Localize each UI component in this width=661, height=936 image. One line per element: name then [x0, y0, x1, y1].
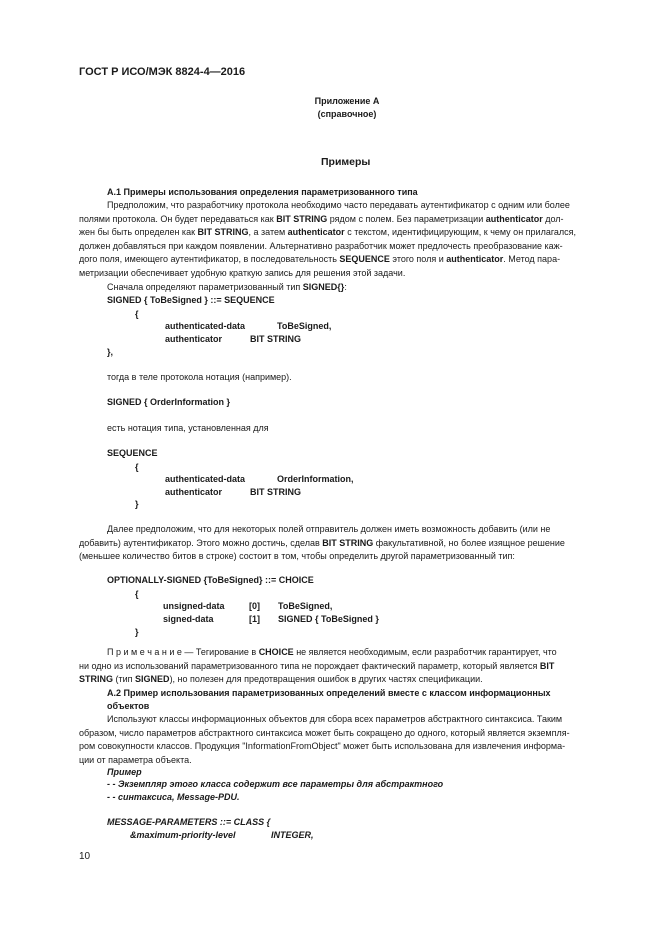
- para-line: ции от параметра объекта.: [79, 754, 192, 765]
- section-title: Примеры: [321, 156, 371, 168]
- code-brace: {: [135, 462, 139, 472]
- text: дого поля, имеющего аутентификатор, в последовательность: [79, 254, 340, 265]
- paragraph-a1-intro: [79, 199, 615, 281]
- code-line: MESSAGE-PARAMETERS ::= CLASS {: [107, 817, 271, 827]
- code-type: BIT STRING: [250, 487, 301, 497]
- code-type: ToBeSigned,: [277, 321, 332, 331]
- text: добавить) аутентификатор. Этого можно достичь, сделав: [79, 537, 323, 548]
- code-brace: }: [135, 499, 139, 509]
- para-line: (меньшее количество битов в строке) состоит в том, чтобы определить другой параметризованный тип:: [79, 551, 515, 562]
- text: ), но полезен для предотвращения ошибок в других частях спецификации.: [169, 674, 483, 685]
- para-line: [79, 646, 615, 660]
- code-tag: [1]: [249, 614, 260, 624]
- code-comment: - - синтаксиса, Message-PDU.: [107, 792, 240, 802]
- code-field: authenticated-data: [165, 321, 246, 331]
- text: :: [344, 282, 347, 292]
- paragraph-a1-define: [107, 281, 347, 295]
- text: этого поля и: [389, 254, 447, 265]
- section-a2-heading-cont: объектов: [107, 701, 150, 711]
- code-brace: {: [135, 309, 139, 319]
- code-comment: - - Экземпляр этого класса содержит все параметры для абстрактного: [107, 779, 444, 789]
- para-line: метризации обеспечивает удобную краткую запись для решения этой задачи.: [79, 267, 406, 278]
- para-line: [79, 226, 615, 240]
- paragraph-a1-optional: [79, 523, 615, 564]
- text: (тип: [113, 674, 136, 685]
- term: BIT STRING: [276, 213, 328, 224]
- term: SIGNED: [135, 674, 170, 685]
- code-field: unsigned-data: [163, 601, 225, 611]
- section-a2-heading: А.2 Пример использования параметризованных определений вместе с классом информационных: [107, 688, 551, 698]
- para-line: ром совокупности классов. Продукция "InformationFromObject" может быть использована для извлечения информа-: [79, 741, 566, 752]
- para-line: [79, 253, 615, 267]
- text: полями протокола. Он будет передаваться как: [79, 213, 277, 224]
- term: SIGNED{}: [302, 282, 345, 292]
- para-line: должен добавляться при каждом появлении. Альтернативно разработчик может предлочесть преобразование каж-: [79, 240, 563, 251]
- paragraph-a2-intro: [79, 713, 615, 767]
- text: с текстом, идентифицирующим, к чему он прилагался,: [344, 227, 577, 238]
- text: Сначала определяют параметризованный тип: [107, 282, 303, 292]
- code-field: signed-data: [163, 614, 214, 624]
- code-line: SEQUENCE: [107, 448, 158, 458]
- code-field: authenticated-data: [165, 474, 246, 484]
- code-brace: {: [135, 589, 139, 599]
- code-type: ToBeSigned,: [278, 601, 333, 611]
- section-a1-heading: А.1 Примеры использования определения параметризованного типа: [107, 187, 418, 197]
- code-line: SIGNED { ToBeSigned } ::= SEQUENCE: [107, 295, 275, 305]
- code-type: SIGNED { ToBeSigned }: [278, 614, 379, 624]
- term: CHOICE: [258, 647, 294, 657]
- annex-type: (справочное): [317, 109, 377, 119]
- para-line: Далее предположим, что для некоторых полей отправитель должен иметь возможность добавить (или не: [107, 524, 551, 534]
- text: . Метод пара-: [503, 254, 561, 265]
- text: факультативной, но более изящное решение: [373, 537, 565, 548]
- example-label: Пример: [107, 767, 142, 777]
- page-number: 10: [79, 851, 91, 862]
- text: не является необходимым, если разработчик гарантирует, что: [293, 647, 557, 657]
- code-line: SIGNED { OrderInformation }: [107, 397, 231, 407]
- annex-label: [300, 95, 394, 121]
- term: authenticator: [446, 254, 504, 265]
- text: , а затем: [248, 227, 288, 238]
- code-type: OrderInformation,: [277, 474, 354, 484]
- para-line: Используют классы информационных объектов для сбора всех параметров абстрактного синтаксиса. Таким: [107, 714, 563, 724]
- text: дол-: [542, 213, 564, 224]
- paragraph-a1-then: тогда в теле протокола нотация (например).: [107, 372, 292, 382]
- para-line: [79, 537, 615, 551]
- para-line: [79, 213, 615, 227]
- para-line: Предположим, что разработчику протокола необходимо часто передавать аутентификатор с одним или более: [107, 200, 570, 210]
- text: жен бы быть определен как: [79, 227, 198, 238]
- code-tag: [0]: [249, 601, 260, 611]
- code-type: BIT STRING: [250, 334, 301, 344]
- note-block: [79, 646, 615, 687]
- para-line: [79, 673, 615, 687]
- term: BIT STRING: [197, 227, 249, 238]
- term: authenticator: [287, 227, 345, 238]
- code-field: authenticator: [165, 334, 223, 344]
- para-line: [79, 660, 615, 674]
- code-line: OPTIONALLY-SIGNED {ToBeSigned} ::= CHOICE: [107, 575, 314, 585]
- term: SEQUENCE: [339, 254, 390, 265]
- paragraph-a1-notation: есть нотация типа, установленная для: [107, 423, 269, 433]
- term: BIT STRING: [322, 537, 374, 548]
- annex-title: Приложение А: [314, 96, 380, 106]
- term: authenticator: [485, 213, 543, 224]
- code-field: &maximum-priority-level: [130, 830, 236, 840]
- code-brace: },: [107, 347, 114, 357]
- term: STRING: [79, 674, 114, 685]
- para-line: образом, число параметров абстрактного синтаксиса может быть сокращено до одного, который является экземпля-: [79, 727, 570, 738]
- code-field: authenticator: [165, 487, 223, 497]
- term: BIT: [539, 660, 555, 671]
- document-header: ГОСТ Р ИСО/МЭК 8824-4—2016: [79, 66, 246, 78]
- text: П р и м е ч а н и е — Тегирование в: [107, 647, 259, 657]
- code-type: INTEGER,: [271, 830, 314, 840]
- text: ни одно из использований параметризованного типа не порождает фактический параметр, который является: [79, 660, 540, 671]
- code-brace: }: [135, 627, 139, 637]
- text: рядом с полем. Без параметризации: [327, 213, 486, 224]
